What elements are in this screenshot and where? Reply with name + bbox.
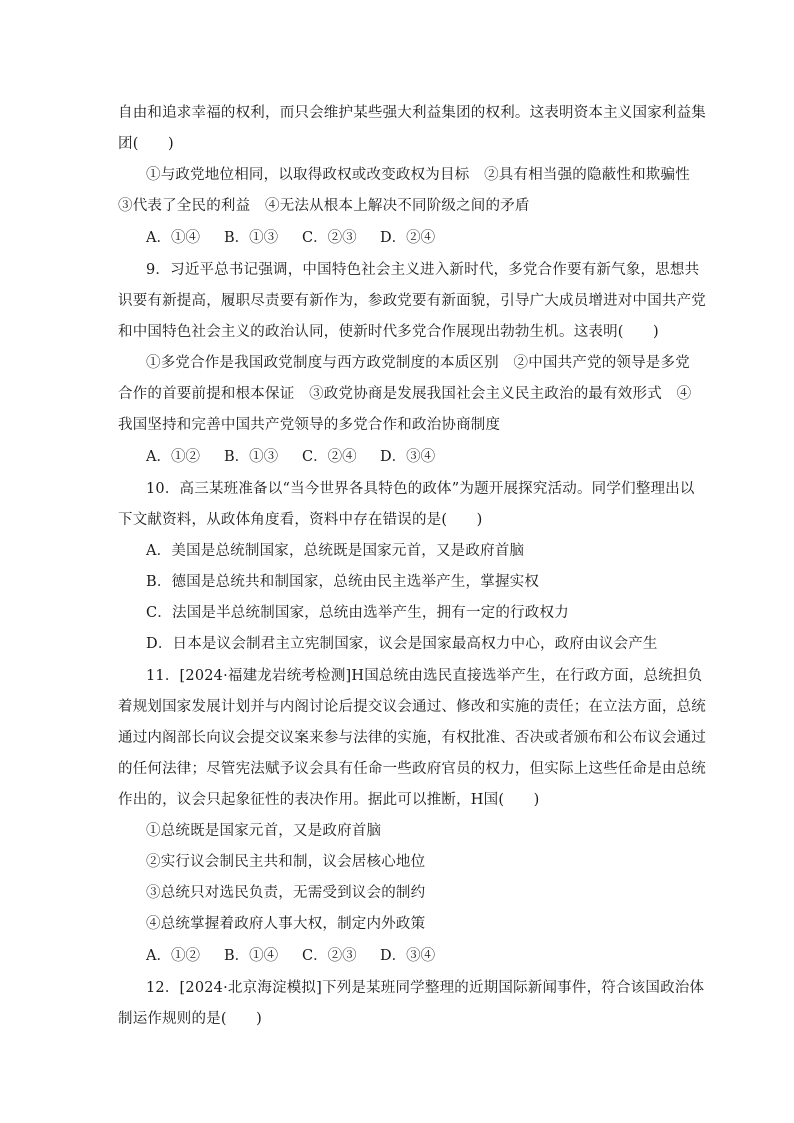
q8-option-d: D．②④: [380, 230, 436, 246]
q8-continuation-line-2: 团( ): [118, 136, 174, 152]
q9-statement-line-1: ①多党合作是我国政党制度与西方政党制度的本质区别 ②中国共产党的领导是多党: [146, 355, 690, 371]
q12-stem-line-2: 制运作规则的是( ): [118, 1011, 263, 1027]
q11-statement-1: ①总统既是国家元首，又是政府首脑: [146, 823, 382, 839]
q9-option-a: A．①②: [146, 449, 200, 465]
q8-option-b: B．①③: [224, 230, 279, 246]
q12-stem-line-1: 12．[2024·北京海淀模拟]下列是某班同学整理的近期国际新闻事件，符合该国政治体: [146, 980, 705, 996]
q10-option-a: A．美国是总统制国家，总统既是国家元首，又是政府首脑: [146, 543, 525, 559]
q9-statement-line-2: 合作的首要前提和根本保证 ③政党协商是发展我国社会主义民主政治的最有效形式 ④: [118, 386, 692, 402]
q11-statement-4: ④总统掌握着政府人事大权，制定内外政策: [146, 916, 426, 932]
q10-option-c: C．法国是半总统制国家，总统由选举产生，拥有一定的行政权力: [146, 605, 569, 621]
q8-option-c: C．②③: [302, 230, 357, 246]
q9-option-c: C．②④: [302, 449, 357, 465]
q11-option-b: B．①④: [224, 948, 279, 964]
q9-statement-line-3: 我国坚持和完善中国共产党领导的多党合作和政治协商制度: [118, 417, 501, 433]
q11-option-d: D．③④: [380, 948, 436, 964]
q11-stem-line-5: 作出的，议会只起象征性的表决作用。据此可以推断，H国( ): [118, 792, 540, 808]
q11-stem-line-3: 通过内阁部长向议会提交议案来参与法律的实施，有权批准、否决或者颁布和公布议会通过: [118, 730, 706, 746]
q11-stem-line-2: 着规划国家发展计划并与内阁讨论后提交议会通过、修改和实施的责任；在立法方面，总统: [118, 699, 706, 715]
q8-statement-line-1: ①与政党地位相同，以取得政权或改变政权为目标 ②具有相当强的隐蔽性和欺骗性: [146, 167, 690, 183]
q8-option-a: A．①④: [146, 230, 200, 246]
q11-option-a: A．①②: [146, 948, 200, 964]
q8-continuation-line-1: 自由和追求幸福的权利，而只会维护某些强大利益集团的权利。这表明资本主义国家利益集: [118, 105, 706, 121]
q10-option-b: B．德国是总统共和制国家，总统由民主选举产生，掌握实权: [146, 574, 540, 590]
q9-options: [146, 447, 435, 467]
q11-options: [146, 946, 435, 966]
q11-statement-2: ②实行议会制民主共和制，议会居核心地位: [146, 854, 426, 870]
q8-options: [146, 228, 435, 248]
q11-stem-line-4: 的任何法律；尽管宪法赋予议会具有任命一些政府官员的权力，但实际上这些任命是由总统: [118, 761, 706, 777]
q9-option-d: D．③④: [380, 449, 436, 465]
q8-statement-line-2: ③代表了全民的利益 ④无法从根本上解决不同阶级之间的矛盾: [118, 198, 530, 214]
q9-stem-line-3: 和中国特色社会主义的政治认同，使新时代多党合作展现出勃勃生机。这表明( ): [118, 324, 659, 340]
q10-stem-line-1: 10．高三某班准备以“当今世界各具特色的政体”为题开展探究活动。同学们整理出以: [146, 481, 695, 497]
q9-stem-line-2: 识要有新提高，履职尽责要有新作为，参政党要有新面貌，引导广大成员增进对中国共产党: [118, 293, 706, 309]
q11-stem-line-1: 11．[2024·福建龙岩统考检测]H国总统由选民直接选举产生，在行政方面，总统担负: [146, 668, 703, 684]
q11-option-c: C．②③: [302, 948, 357, 964]
q9-stem-line-1: 9．习近平总书记强调，中国特色社会主义进入新时代，多党合作要有新气象，思想共: [146, 262, 700, 278]
q11-statement-3: ③总统只对选民负责，无需受到议会的制约: [146, 885, 426, 901]
q10-option-d: D．日本是议会制君主立宪制国家，议会是国家最高权力中心，政府由议会产生: [146, 636, 658, 652]
q9-option-b: B．①③: [224, 449, 279, 465]
q10-stem-line-2: 下文献资料，从政体角度看，资料中存在错误的是( ): [118, 512, 483, 528]
